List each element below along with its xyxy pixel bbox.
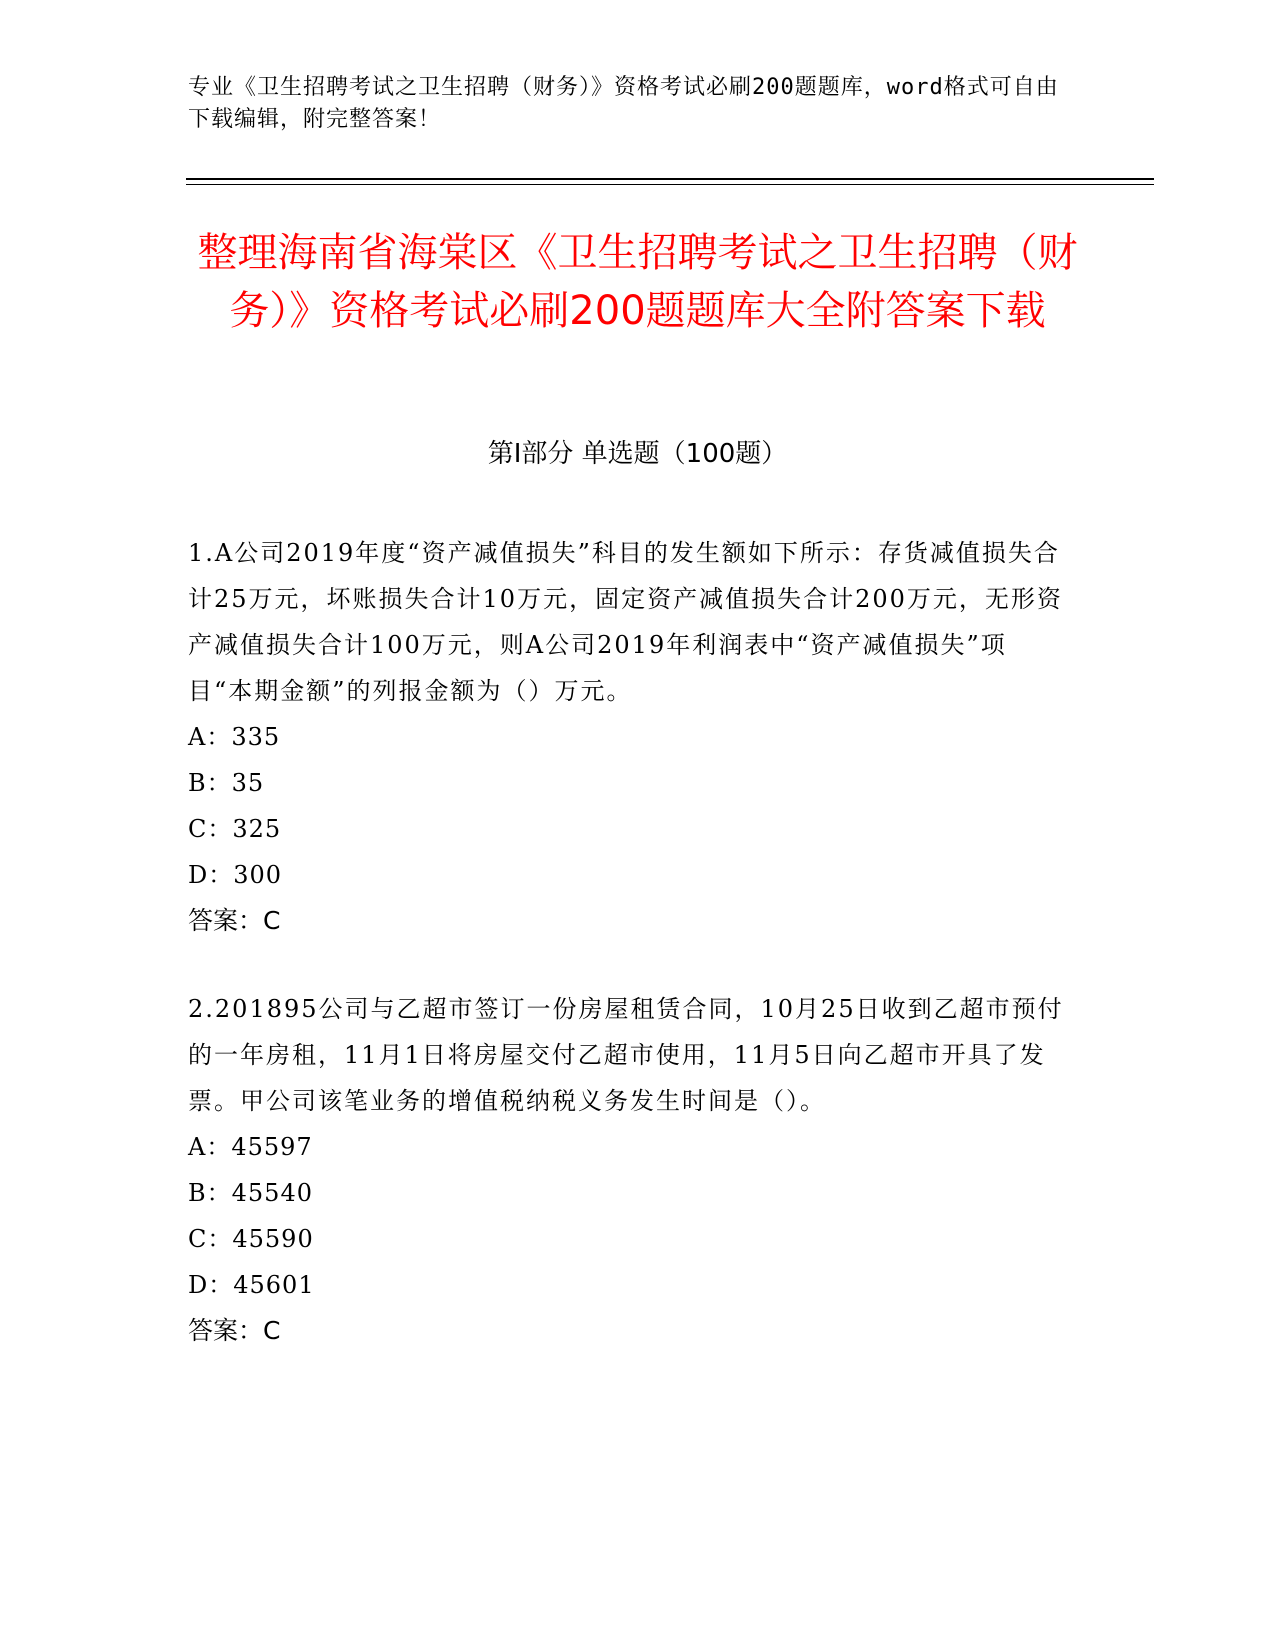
option-d: D：300 xyxy=(188,861,283,889)
option-d: D：45601 xyxy=(188,1271,315,1299)
header-rule-thick xyxy=(186,178,1154,180)
option-a: A：335 xyxy=(188,723,281,751)
answer-line: 答案：C xyxy=(188,906,281,935)
option-c: C：325 xyxy=(188,815,282,843)
option-c: C：45590 xyxy=(188,1225,314,1253)
answer-line: 答案：C xyxy=(188,1316,281,1345)
header-rule-thin xyxy=(186,184,1154,185)
question-stem: 2.201895公司与乙超市签订一份房屋租赁合同，10月25日收到乙超市预付的一年房租，11月1日将房屋交付乙超市使用，11月5日向乙超市开具了发票。甲公司该笔业务的增值税纳税义务发生时间是（）。 xyxy=(188,995,1064,1115)
question-2 xyxy=(188,986,1068,1354)
option-b: B：45540 xyxy=(188,1179,313,1207)
question-1 xyxy=(188,530,1068,944)
question-stem: 1.A公司2019年度“资产减值损失”科目的发生额如下所示：存货减值损失合计25万元，坏账损失合计10万元，固定资产减值损失合计200万元，无形资产减值损失合计100万元，则A公司2019年利润表中“资产减值损失”项目“本期金额”的列报金额为（）万元。 xyxy=(188,539,1063,705)
option-b: B：35 xyxy=(188,769,265,797)
header-note: 专业《卫生招聘考试之卫生招聘（财务）》资格考试必刷200题题库，word格式可自由下载编辑，附完整答案！ xyxy=(188,75,1059,132)
section-heading: 第I部分 单选题（100题） xyxy=(487,439,788,469)
option-a: A：45597 xyxy=(188,1133,313,1161)
document-title: 整理海南省海棠区《卫生招聘考试之卫生招聘（财务）》资格考试必刷200题题库大全附答案下载 xyxy=(197,230,1078,334)
